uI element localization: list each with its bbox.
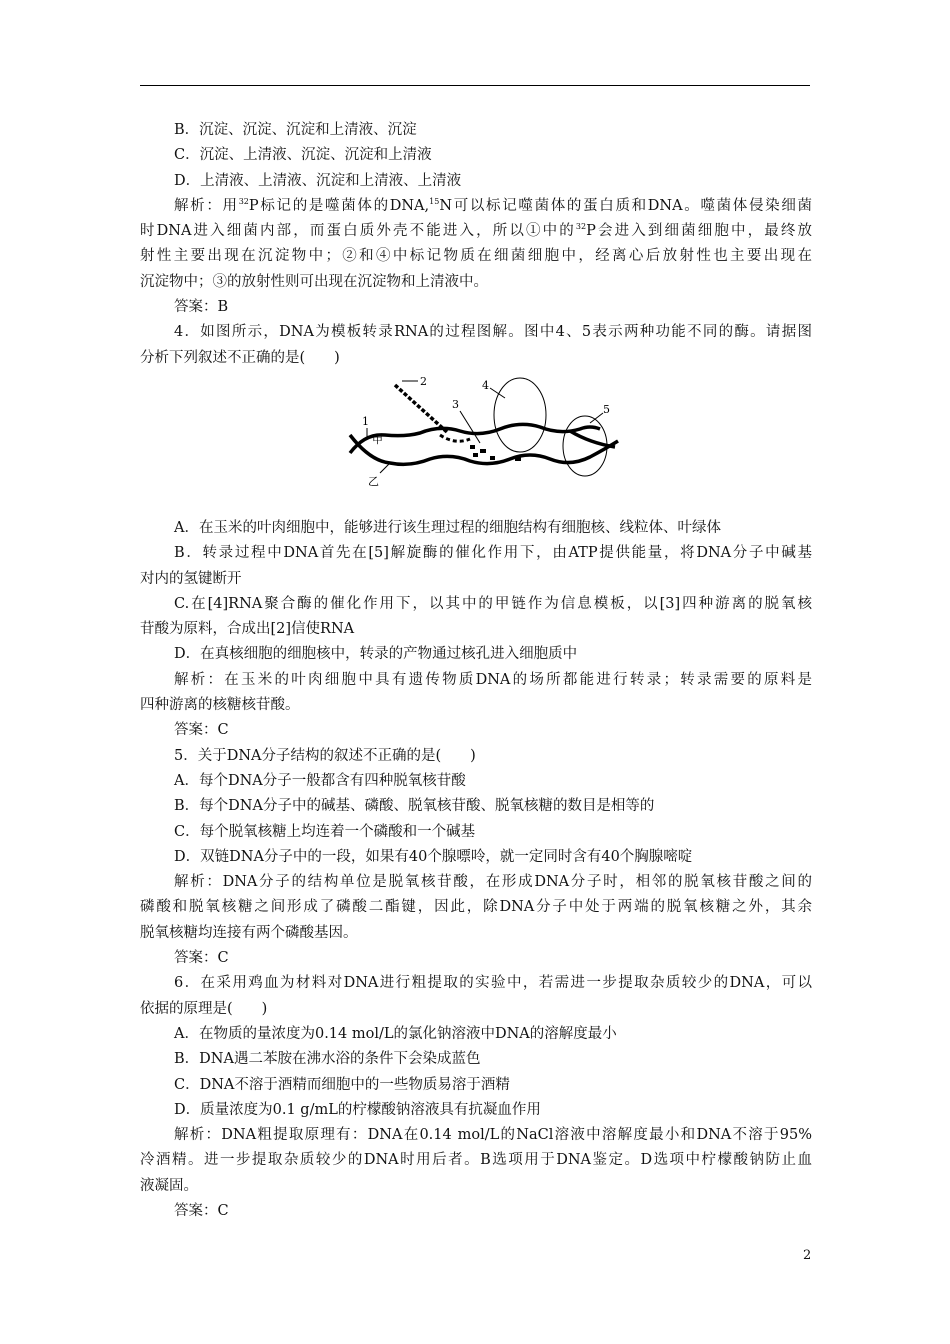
q3-analysis-line-1: 解析：用$^{32}$P标记的是噬菌体的DNA,$^{15}$N可以标记噬菌体的蛋白质和DNA。噬菌体侵染细菌 — [174, 196, 812, 214]
label-jia: 甲 — [372, 432, 383, 446]
q5-option-b: B．每个DNA分子中的碱基、磷酸、脱氧核苷酸、脱氧核糖的数目是相等的 — [174, 798, 655, 815]
q6-analysis-line-3: 液凝固。 — [140, 1177, 198, 1194]
q5-analysis-line-2: 磷酸和脱氧核糖之间形成了磷酸二酯键，因此，除DNA分子中处于两端的脱氧核糖之外，其余 — [140, 899, 812, 916]
q5-analysis-line-1: 解析：DNA分子的结构单位是脱氧核苷酸，在形成DNA分子时，相邻的脱氧核苷酸之间的 — [174, 874, 812, 891]
q6-option-b: B．DNA遇二苯胺在沸水浴的条件下会染成蓝色 — [174, 1051, 481, 1068]
label-4: 4 — [482, 378, 489, 392]
transcription-figure — [340, 373, 640, 513]
q3-analysis-line-2: 时DNA进入细菌内部，而蛋白质外壳不能进入，所以①中的$^{32}$P会进入到细菌细胞中，最终放 — [140, 222, 812, 240]
transcription-diagram — [140, 371, 812, 516]
label-2: 2 — [420, 374, 427, 388]
nucleotide — [515, 457, 521, 461]
label-1: 1 — [362, 414, 369, 428]
q3-option-d: D．上清液、上清液、沉淀和上清液、上清液 — [174, 172, 462, 189]
q5-option-c: C．每个脱氧核糖上均连着一个磷酸和一个碱基 — [174, 823, 476, 840]
q3-analysis-line-3: 射性主要出现在沉淀物中；②和④中标记物质在细菌细胞中，经离心后放射性也主要出现在 — [140, 248, 812, 265]
q5-stem: 5．关于DNA分子结构的叙述不正确的是( ) — [174, 747, 476, 764]
q6-analysis-line-1: 解析：DNA粗提取原理有：DNA在0.14 mol/L的NaCl溶液中溶解度最小和DNA不溶于95% — [174, 1127, 812, 1144]
q6-option-d: D．质量浓度为0.1 g/mL的柠檬酸钠溶液具有抗凝血作用 — [174, 1101, 541, 1118]
q4-option-b-line-2: 对内的氢键断开 — [140, 570, 242, 587]
enzyme-4-rna-polymerase — [494, 378, 546, 452]
q4-option-c-line-2: 苷酸为原料，合成出[2]信使RNA — [140, 621, 355, 638]
header-rule — [140, 85, 810, 86]
q3-analysis-line-4: 沉淀物中；③的放射性则可出现在沉淀物和上清液中。 — [140, 273, 488, 290]
q6-option-a: A．在物质的量浓度为0.14 mol/L的氯化钠溶液中DNA的溶解度最小 — [174, 1025, 617, 1042]
q4-option-c-line-1: C.在[4]RNA聚合酶的催化作用下，以其中的甲链作为信息模板，以[3]四种游离的脱氧核 — [174, 595, 812, 612]
nucleotide — [480, 449, 486, 453]
q4-option-d: D．在真核细胞的细胞核中，转录的产物通过核孔进入细胞质中 — [174, 646, 578, 663]
nascent-rna — [440, 435, 470, 441]
q4-option-a: A．在玉米的叶肉细胞中，能够进行该生理过程的细胞结构有细胞核、线粒体、叶绿体 — [174, 519, 721, 536]
q3-option-b: B．沉淀、沉淀、沉淀和上清液、沉淀 — [174, 122, 417, 138]
q4-answer: 答案：C — [174, 722, 229, 739]
q6-analysis-line-2: 冷酒精。进一步提取杂质较少的DNA时用后者。B选项用于DNA鉴定。D选项中柠檬酸钠防止血 — [140, 1152, 812, 1169]
q3-answer: 答案：B — [174, 299, 229, 316]
rna-strand-2 — [395, 385, 448, 433]
q5-option-a: A．每个DNA分子一般都含有四种脱氧核苷酸 — [174, 772, 466, 789]
nucleotide — [470, 445, 475, 449]
q5-answer: 答案：C — [174, 950, 229, 967]
q6-stem-line-1: 6．在采用鸡血为材料对DNA进行粗提取的实验中，若需进一步提取杂质较少的DNA，可以 — [174, 975, 812, 992]
q5-option-d: D．双链DNA分子中的一段，如果有40个腺嘌呤，就一定同时含有40个胸腺嘧啶 — [174, 848, 693, 865]
q4-analysis-line-2: 四种游离的核糖核苷酸。 — [140, 697, 300, 714]
q4-stem-line-1: 4．如图所示，DNA为模板转录RNA的过程图解。图中4、5表示两种功能不同的酶。请据图 — [174, 324, 812, 341]
q3-option-c: C．沉淀、上清液、沉淀、沉淀和上清液 — [174, 147, 432, 164]
label-5: 5 — [603, 402, 610, 416]
q6-stem-line-2: 依据的原理是( ) — [140, 1000, 268, 1017]
label-3: 3 — [452, 397, 459, 411]
dna-strand-end — [570, 431, 615, 447]
label-yi: 乙 — [368, 474, 379, 488]
q4-stem-line-2: 分析下列叙述不正确的是( ) — [140, 349, 340, 366]
q4-analysis-line-1: 解析：在玉米的叶肉细胞中具有遗传物质DNA的场所都能进行转录；转录需要的原料是 — [174, 671, 812, 688]
q5-analysis-line-3: 脱氧核糖均连接有两个磷酸基因。 — [140, 924, 358, 941]
q6-answer: 答案：C — [174, 1202, 229, 1219]
nucleotide — [490, 456, 495, 460]
page-content — [140, 118, 812, 1224]
page-number: 2 — [803, 1248, 812, 1263]
nucleotide — [473, 453, 478, 457]
q4-option-b-line-1: B．转录过程中DNA首先在[5]解旋酶的催化作用下，由ATP提供能量，将DNA分子中碱基 — [174, 545, 812, 562]
q6-option-c: C．DNA不溶于酒精而细胞中的一些物质易溶于酒精 — [174, 1076, 510, 1093]
enzyme-5-helicase — [563, 416, 607, 476]
